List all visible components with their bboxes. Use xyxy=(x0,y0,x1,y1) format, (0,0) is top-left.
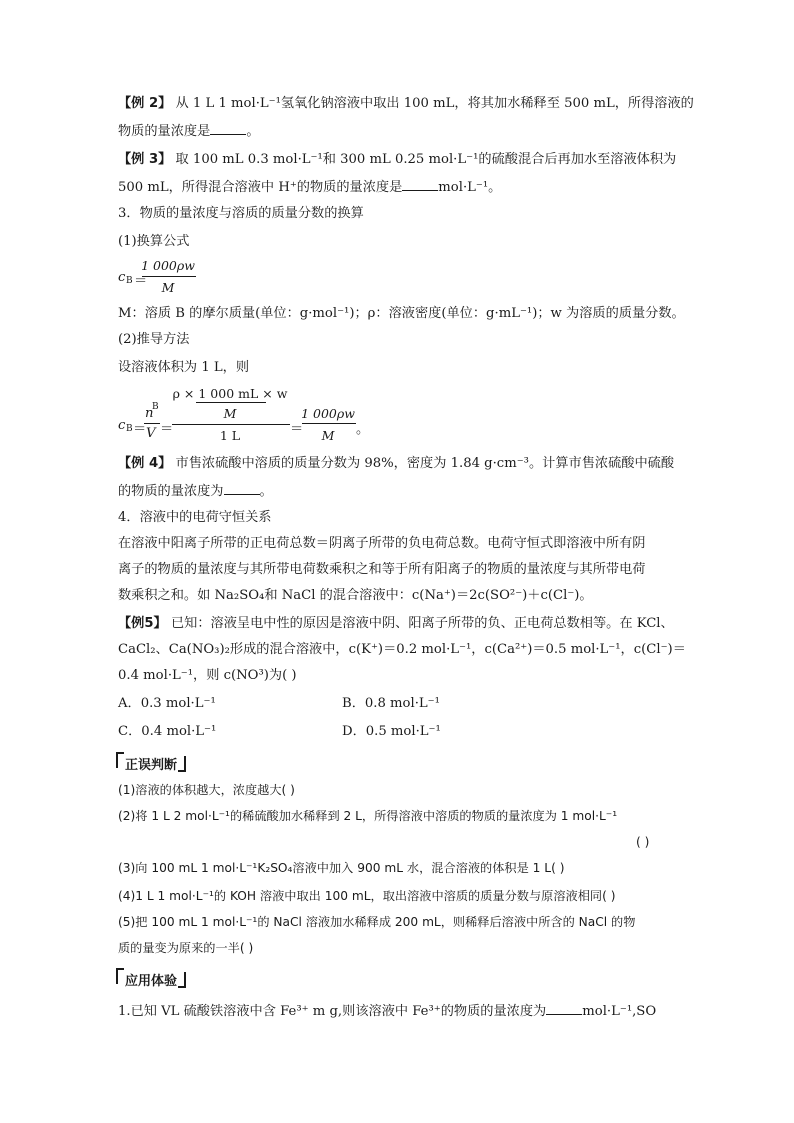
example-5-line-2: CaCl₂、Ca(NO₃)₂形成的混合溶液中，c(K⁺)＝0.2 mol·L⁻¹，c(Ca²⁺)＝0.5 mol·L⁻¹，c(Cl⁻)＝ xyxy=(118,642,686,657)
apply-title: 应用体验 xyxy=(125,974,178,989)
judge-item-5-line-2: 质的量变为原来的一半( ) xyxy=(118,941,254,955)
judge-item-2-paren[interactable]: ( ) xyxy=(636,835,650,849)
apply-question-1 xyxy=(118,1002,656,1020)
judge-title: 正误判断 xyxy=(125,758,178,773)
formula-2-v: V xyxy=(146,426,156,441)
option-a[interactable]: A．0.3 mol·L⁻¹ xyxy=(118,696,216,711)
assumption: 设溶液体积为 1 L，则 xyxy=(118,360,250,375)
answer-blank[interactable] xyxy=(224,482,260,495)
fraction-bar xyxy=(144,423,160,424)
answer-blank[interactable] xyxy=(210,122,246,135)
example-3-text-1: 取 100 mL 0.3 mol·L⁻¹和 300 mL 0.25 mol·L⁻¹的硫酸混合后再加水至溶液体积为 xyxy=(175,152,677,167)
fraction-bar xyxy=(196,402,266,403)
formula-2-eq-3: ＝ xyxy=(290,422,304,437)
formula-2-eq-2: ＝ xyxy=(160,422,174,437)
section-4-title: 4．溶液中的电荷守恒关系 xyxy=(118,510,272,525)
option-d[interactable]: D．0.5 mol·L⁻¹ xyxy=(342,724,441,739)
section-3-sub-2: (2)推导方法 xyxy=(118,332,190,347)
example-4-text-1: 市售浓硫酸中溶质的质量分数为 98%，密度为 1.84 g·cm⁻³。计算市售浓硫酸中硫酸 xyxy=(175,456,675,471)
example-2-end: 。 xyxy=(246,124,260,139)
example-3-tag: 【例 3】 xyxy=(118,152,172,167)
section-3-title: 3．物质的量浓度与溶质的质量分数的换算 xyxy=(118,206,364,221)
section-4-para-3: 数乘积之和。如 Na₂SO₄和 NaCl 的混合溶液中：c(Na⁺)＝2c(SO²⁻)＋c(Cl⁻)。 xyxy=(118,588,593,603)
formula-2-eq-1: ＝ xyxy=(133,422,147,437)
formula-2-end: 。 xyxy=(356,422,370,437)
answer-blank[interactable] xyxy=(546,1002,582,1015)
formula-2-top: ρ × 1 000 mL × w xyxy=(172,386,288,401)
example-3-unit: mol·L⁻¹。 xyxy=(438,180,502,195)
fraction-bar xyxy=(142,276,196,277)
formula-2-mid: M xyxy=(223,406,237,421)
apply-question-1-unit: mol·L⁻¹,SO xyxy=(582,1004,657,1019)
example-2-tag: 【例 2】 xyxy=(118,96,172,111)
section-4-para-2: 离子的物质的量浓度与其所带电荷数乘积之和等于所有阳离子的物质的量浓度与其所带电荷 xyxy=(118,562,646,577)
bracket-right xyxy=(178,972,186,988)
option-b[interactable]: B．0.8 mol·L⁻¹ xyxy=(342,696,440,711)
formula-1-lhs: c xyxy=(118,270,126,285)
example-5-line-3: 0.4 mol·L⁻¹，则 c(NO³)为( ) xyxy=(118,668,297,683)
formula-2-numerator: 1 000ρw xyxy=(301,406,355,421)
example-2-text-2: 物质的量浓度是 xyxy=(118,124,211,139)
example-5-tag: 【例5】 xyxy=(118,616,167,631)
option-c[interactable]: C．0.4 mol·L⁻¹ xyxy=(118,724,217,739)
example-3-line-1 xyxy=(118,152,676,168)
formula-2-n-sup: B xyxy=(152,402,159,412)
answer-blank[interactable] xyxy=(402,178,438,191)
example-4-end: 。 xyxy=(259,484,273,499)
formula-1-eq: ＝ xyxy=(134,274,148,289)
example-2-line-1 xyxy=(118,96,694,112)
example-2-text-1: 从 1 L 1 mol·L⁻¹氢氧化钠溶液中取出 100 mL，将其加水稀释至 500 mL，所得溶液的 xyxy=(175,96,694,111)
fraction-bar xyxy=(302,423,356,424)
example-5-text-1: 已知：溶液呈电中性的原因是溶液中阴、阳离子所带的负、正电荷总数相等。在 KCl、 xyxy=(170,616,674,631)
judge-item-2: (2)将 1 L 2 mol·L⁻¹的稀硫酸加水稀释到 2 L，所得溶液中溶质的物质的量浓度为 1 mol·L⁻¹ xyxy=(118,809,618,823)
example-4-tag: 【例 4】 xyxy=(118,456,172,471)
formula-legend: M：溶质 B 的摩尔质量(单位：g·mol⁻¹)；ρ：溶液密度(单位：g·mL⁻¹)；w 为溶质的质量分数。 xyxy=(118,306,685,321)
judge-item-1: (1)溶液的体积越大，浓度越大( ) xyxy=(118,783,295,797)
formula-2-bottom: 1 L xyxy=(219,428,241,443)
bracket-right xyxy=(178,756,186,772)
example-3-text-2: 500 mL，所得混合溶液中 H⁺的物质的量浓度是 xyxy=(118,180,403,195)
apply-question-1-text: 1.已知 VL 硫酸铁溶液中含 Fe³⁺ m g,则该溶液中 Fe³⁺的物质的量浓度为 xyxy=(118,1004,547,1019)
formula-1-denominator: M xyxy=(161,280,175,295)
example-4-text-2: 的物质的量浓度为 xyxy=(118,484,224,499)
formula-1-numerator: 1 000ρw xyxy=(141,258,195,273)
formula-2-denominator: M xyxy=(321,428,335,443)
example-5-line-1 xyxy=(118,616,674,632)
formula-2-n: n xyxy=(145,406,154,421)
formula-2-lhs: c xyxy=(118,418,126,433)
judge-item-5-line-1: (5)把 100 mL 1 mol·L⁻¹的 NaCl 溶液加水稀释成 200 mL，则稀释后溶液中所含的 NaCl 的物 xyxy=(118,915,636,929)
judge-item-3: (3)向 100 mL 1 mol·L⁻¹K₂SO₄溶液中加入 900 mL 水，混合溶液的体积是 1 L( ) xyxy=(118,861,565,875)
section-3-sub-1: (1)换算公式 xyxy=(118,234,190,249)
section-4-para-1: 在溶液中阳离子所带的正电荷总数＝阴离子所带的负电荷总数。电荷守恒式即溶液中所有阴 xyxy=(118,536,646,551)
example-3-line-2 xyxy=(118,178,501,196)
example-4-line-1 xyxy=(118,456,674,472)
example-4-line-2 xyxy=(118,482,273,500)
example-2-line-2 xyxy=(118,122,260,140)
judge-item-4: (4)1 L 1 mol·L⁻¹的 KOH 溶液中取出 100 mL，取出溶液中溶质的质量分数与原溶液相同( ) xyxy=(118,889,616,903)
formula-2-lhs-sub: B xyxy=(126,424,133,434)
fraction-bar xyxy=(172,424,290,425)
formula-1-lhs-sub: B xyxy=(126,276,133,286)
